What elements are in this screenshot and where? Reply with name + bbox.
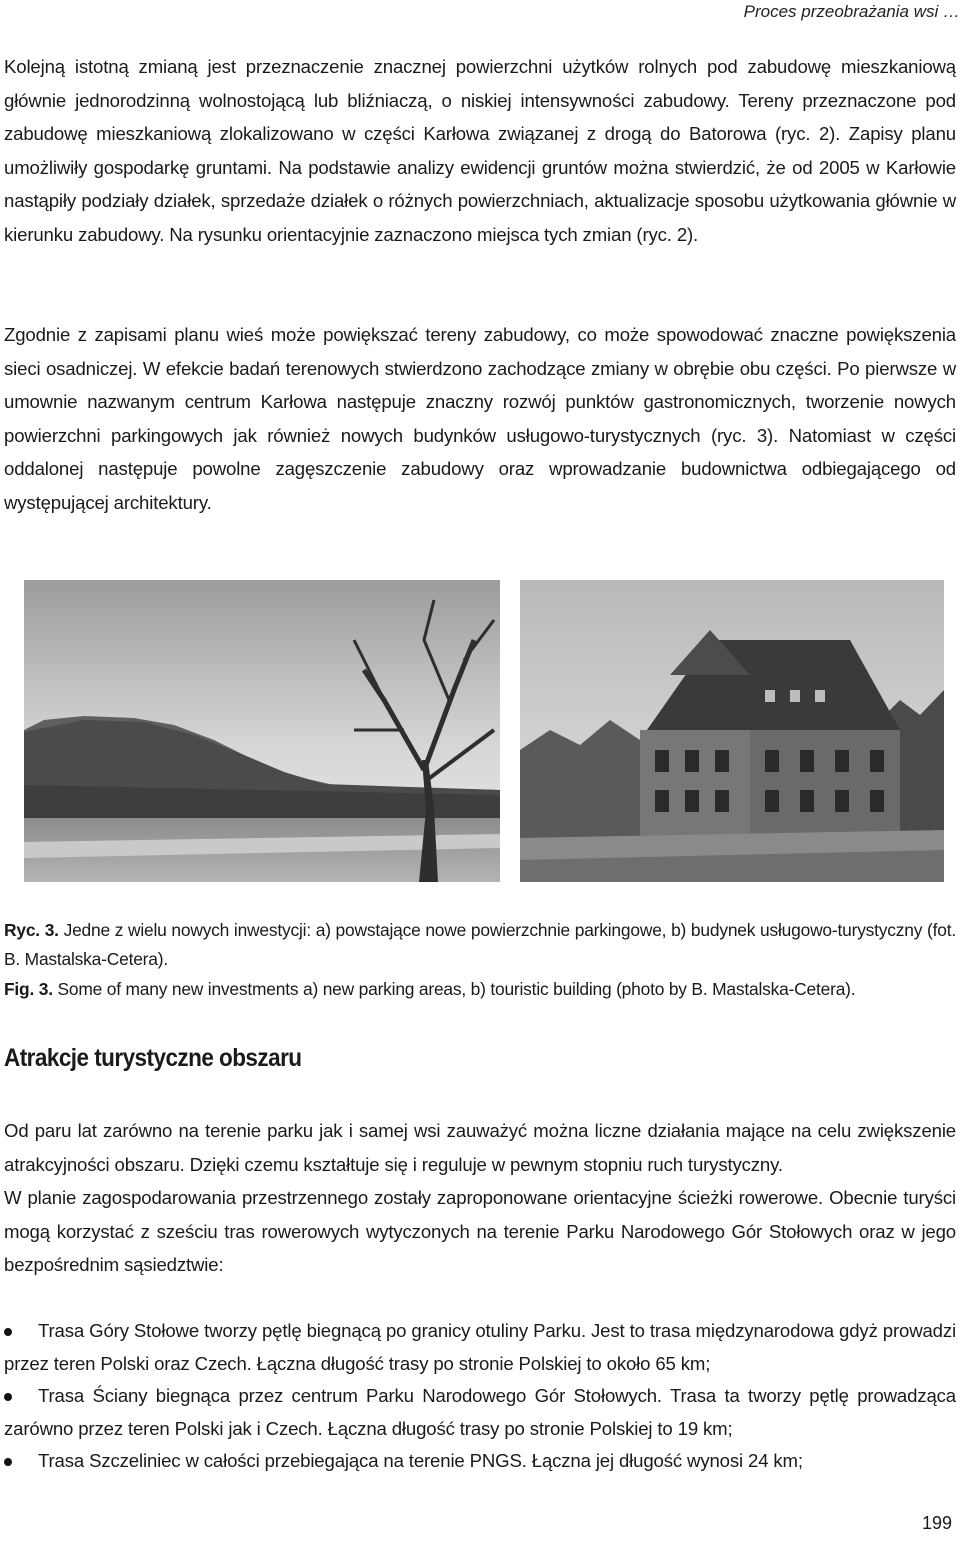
section-heading: Atrakcje turystyczne obszaru [4,1044,302,1072]
page-number: 199 [921,1513,952,1533]
list-item-text: Trasa Ściany biegnąca przez centrum Parku Narodowego Gór Stołowych. Trasa ta tworzy pętlę prowadząca zarówno przez teren Polski jak i Czech. Łączna długość trasy po stronie Polskiej to 19 km; [4,1385,956,1439]
figure-3 [24,580,944,882]
list-item [4,1445,956,1478]
photo-parking-area [24,580,500,882]
body-paragraph-2: Zgodnie z zapisami planu wieś może powiększać tereny zabudowy, co może spowodować znaczne powiększenia sieci osadniczej. W efekcie badań terenowych stwierdzono zachodzące zmiany w obrębie obu części. Po pierwsze w umownie nazwanym centrum Karłowa następuje znaczny rozwój punktów gastronomicznych, tworzenie nowych powierzchni parkingowych jak również nowych budynków usługowo-turystycznych (ryc. 3). Natomiast w części oddalonej następuje powolne zagęszczenie zabudowy oraz wprowadzanie budownictwa odbiegającego od występującej architektury. [4,324,956,513]
caption-en-text: Some of many new investments a) new parking areas, b) touristic building (photo by B. Mastalska-Cetera). [52,979,856,999]
photo-touristic-building [520,580,944,882]
figure-caption-en [4,975,956,1004]
body-paragraph-3: Od paru lat zarówno na terenie parku jak i samej wsi zauważyć można liczne działania mające na celu zwiększenie atrakcyjności obszaru. Dzięki czemu kształtuje się i reguluje w pewnym stopniu ruch turystyczny. [4,1120,956,1175]
list-item [4,1380,956,1445]
running-header: Proces przeobrażania wsi … [743,2,960,21]
list-item-text: Trasa Góry Stołowe tworzy pętlę biegnącą po granicy otuliny Parku. Jest to trasa międzynarodowa gdyż prowadzi przez teren Polski oraz Czech. Łączna długość trasy po stronie Polskiej to około 65 km; [4,1320,956,1374]
list-item-text: Trasa Szczeliniec w całości przebiegająca na terenie PNGS. Łączna jej długość wynosi 24 km; [38,1450,803,1471]
caption-pl-label: Ryc. 3. [4,920,59,940]
figure-caption-pl [4,916,956,974]
caption-pl-text: Jedne z wielu nowych inwestycji: a) powstające nowe powierzchnie parkingowe, b) budynek usługowo-turystyczny (fot. B. Mastalska-Cetera). [4,920,956,969]
body-paragraph-1: Kolejną istotną zmianą jest przeznaczenie znacznej powierzchni użytków rolnych pod zabudowę mieszkaniową głównie jednorodzinną wolnostojącą lub bliźniaczą, o niskiej intensywności zabudowy. Tereny przeznaczone pod zabudowę mieszkaniową zlokalizowano w części Karłowa związanej z drogą do Batorowa (ryc. 2). Zapisy planu umożliwiły gospodarkę gruntami. Na podstawie analizy ewidencji gruntów można stwierdzić, że od 2005 w Karłowie nastąpiły podziały działek, sprzedaże działek o różnych powierzchniach, aktualizacje sposobu użytkowania głównie w kierunku zabudowy. Na rysunku orientacyjnie zaznaczono miejsca tych zmian (ryc. 2). [4,56,956,245]
caption-en-label: Fig. 3. [4,979,53,999]
bullet-icon [4,1393,12,1401]
body-paragraph-4: W planie zagospodarowania przestrzennego zostały zaproponowane orientacyjne ścieżki rowerowe. Obecnie turyści mogą korzystać z sześciu tras rowerowych wytyczonych na terenie Parku Narodowego Gór Stołowych oraz w jego bezpośrednim sąsiedztwie: [4,1187,956,1275]
section-paragraphs [4,1114,956,1282]
list-item [4,1315,956,1380]
bike-routes-list [4,1315,956,1478]
bullet-icon [4,1328,12,1336]
bullet-icon [4,1458,12,1466]
